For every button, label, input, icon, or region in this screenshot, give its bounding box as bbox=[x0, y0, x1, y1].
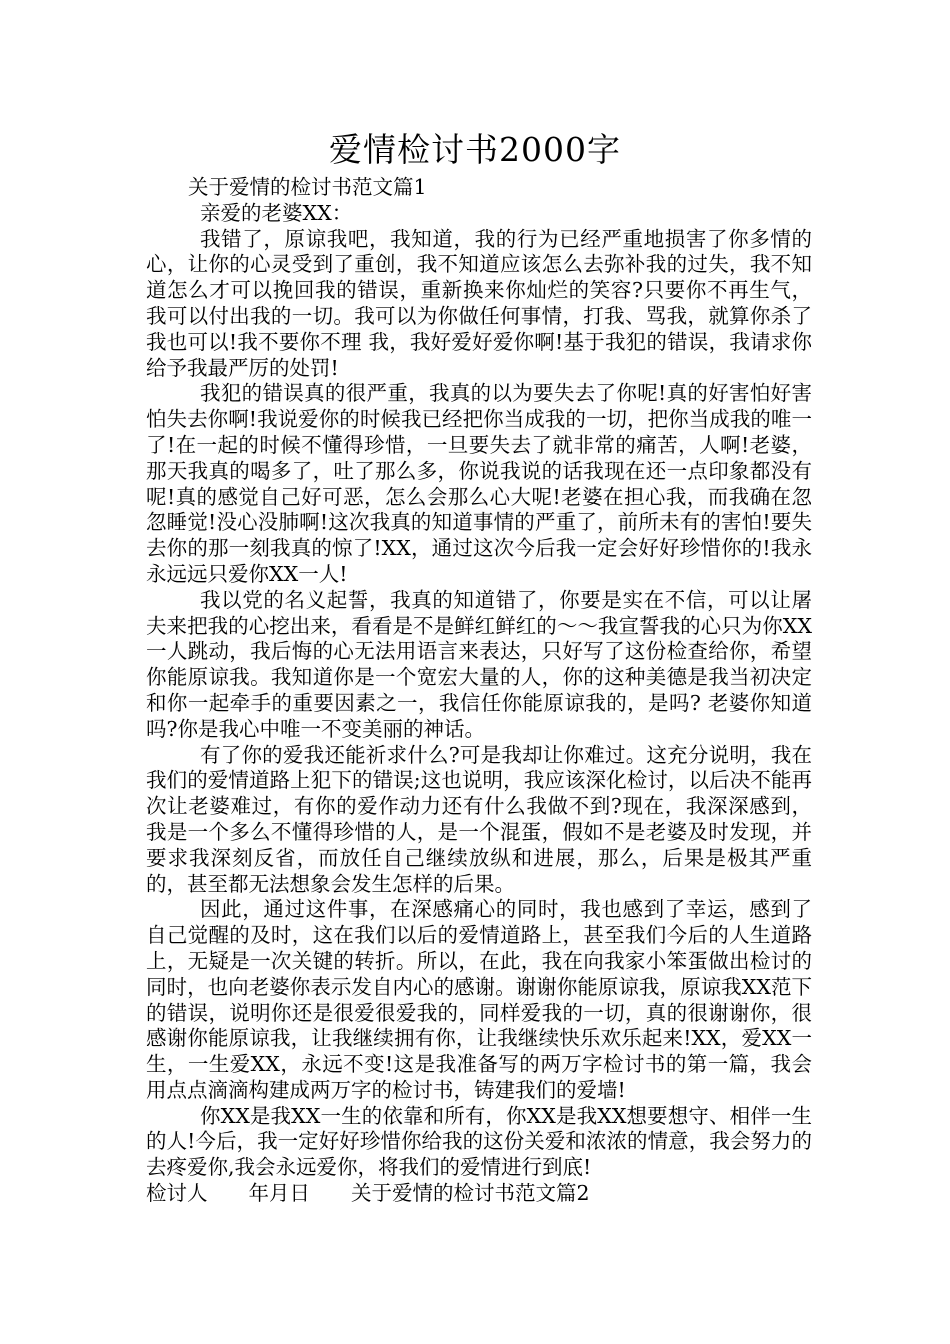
paragraph-promise: 你XX是我XX一生的依靠和所有，你XX是我XX想要想守、相伴一生的人!今后，我一定好好珍惜你给我的这份关爱和浓浓的情意，我会努力的去疼爱你,我会永远爱你，将我们的爱情进行到底! bbox=[146, 1103, 812, 1180]
paragraph-oath: 我以党的名义起誓，我真的知道错了，你要是实在不信，可以让屠夫来把我的心挖出来，看看是不是鲜红鲜红的～～我宣誓我的心只为你XX一人跳动，我后悔的心无法用语言来表达，只好写了这份检查给你，希望你能原谅我。我知道你是一个宽宏大量的人，你的这种美德是我当初决定和你一起牵手的重要因素之一，我信任你能原谅我的，是吗? 老婆你知道吗?你是我心中唯一不变美丽的神话。 bbox=[146, 587, 812, 741]
signoff-line: 检讨人 年月日 关于爱情的检讨书范文篇2 bbox=[146, 1181, 590, 1206]
paragraph-gratitude: 因此，通过这件事，在深感痛心的同时，我也感到了幸运，感到了自己觉醒的及时，这在我们以后的爱情道路上，甚至我们今后的人生道路上，无疑是一次关键的转折。所以，在此，我在向我家小笨蛋做出检讨的同时，也向老婆你表示发自内心的感谢。谢谢你能原谅我，原谅我XX范下的错误，说明你还是很爱很爱我的，同样爱我的一切，真的很谢谢你，很感谢你能原谅我，让我继续拥有你，让我继续快乐欢乐起来!XX，爱XX一生，一生爱XX，永远不变!这是我准备写的两万字检讨书的第一篇，我会用点点滴滴构建成两万字的检讨书，铸建我们的爱墙! bbox=[146, 897, 812, 1102]
paragraph-reflection: 有了你的爱我还能祈求什么?可是我却让你难过。这充分说明，我在我们的爱情道路上犯下的错误;这也说明，我应该深化检讨，以后决不能再次让老婆难过，有你的爱作动力还有什么我做不到?现在，我深深感到，我是一个多么不懂得珍惜的人，是一个混蛋，假如不是老婆及时发现，并要求我深刻反省，而放任自己继续放纵和进展，那么，后果是极其严重的，甚至都无法想象会发生怎样的后果。 bbox=[146, 742, 812, 896]
salutation: 亲爱的老婆XX： bbox=[200, 200, 353, 225]
document-title: 爱情检讨书2000字 bbox=[329, 130, 621, 169]
paragraph-serious-mistake: 我犯的错误真的很严重，我真的以为要失去了你呢!真的好害怕好害怕失去你啊!我说爱你的时候我已经把你当成我的一切，把你当成我的唯一了!在一起的时候不懂得珍惜，一旦要失去了就非常的痛苦，人啊!老婆，那天我真的喝多了，吐了那么多，你说我说的话我现在还一点印象都没有呢!真的感觉自己好可恶，怎么会那么心大呢!老婆在担心我，而我确在忽忽睡觉!没心没肺啊!这次我真的知道事情的严重了，前所未有的害怕!要失去你的那一刻我真的惊了!XX，通过这次今后我一定会好好珍惜你的!我永永远远只爱你XX一人! bbox=[146, 381, 812, 586]
paragraph-apology: 我错了，原谅我吧，我知道，我的行为已经严重地损害了你多情的心，让你的心灵受到了重创，我不知道应该怎么去弥补我的过失，我不知道怎么才可以挽回我的错误，重新换来你灿烂的笑容?只要你不再生气，我可以付出我的一切。我可以为你做任何事情，打我、骂我，就算你杀了我也可以!我不要你不理 我，我好爱好爱你啊!基于我犯的错误，我请求你给予我最严厉的处罚! bbox=[146, 226, 812, 380]
section-heading: 关于爱情的检讨书范文篇1 bbox=[188, 175, 427, 199]
document-body bbox=[146, 175, 812, 1207]
